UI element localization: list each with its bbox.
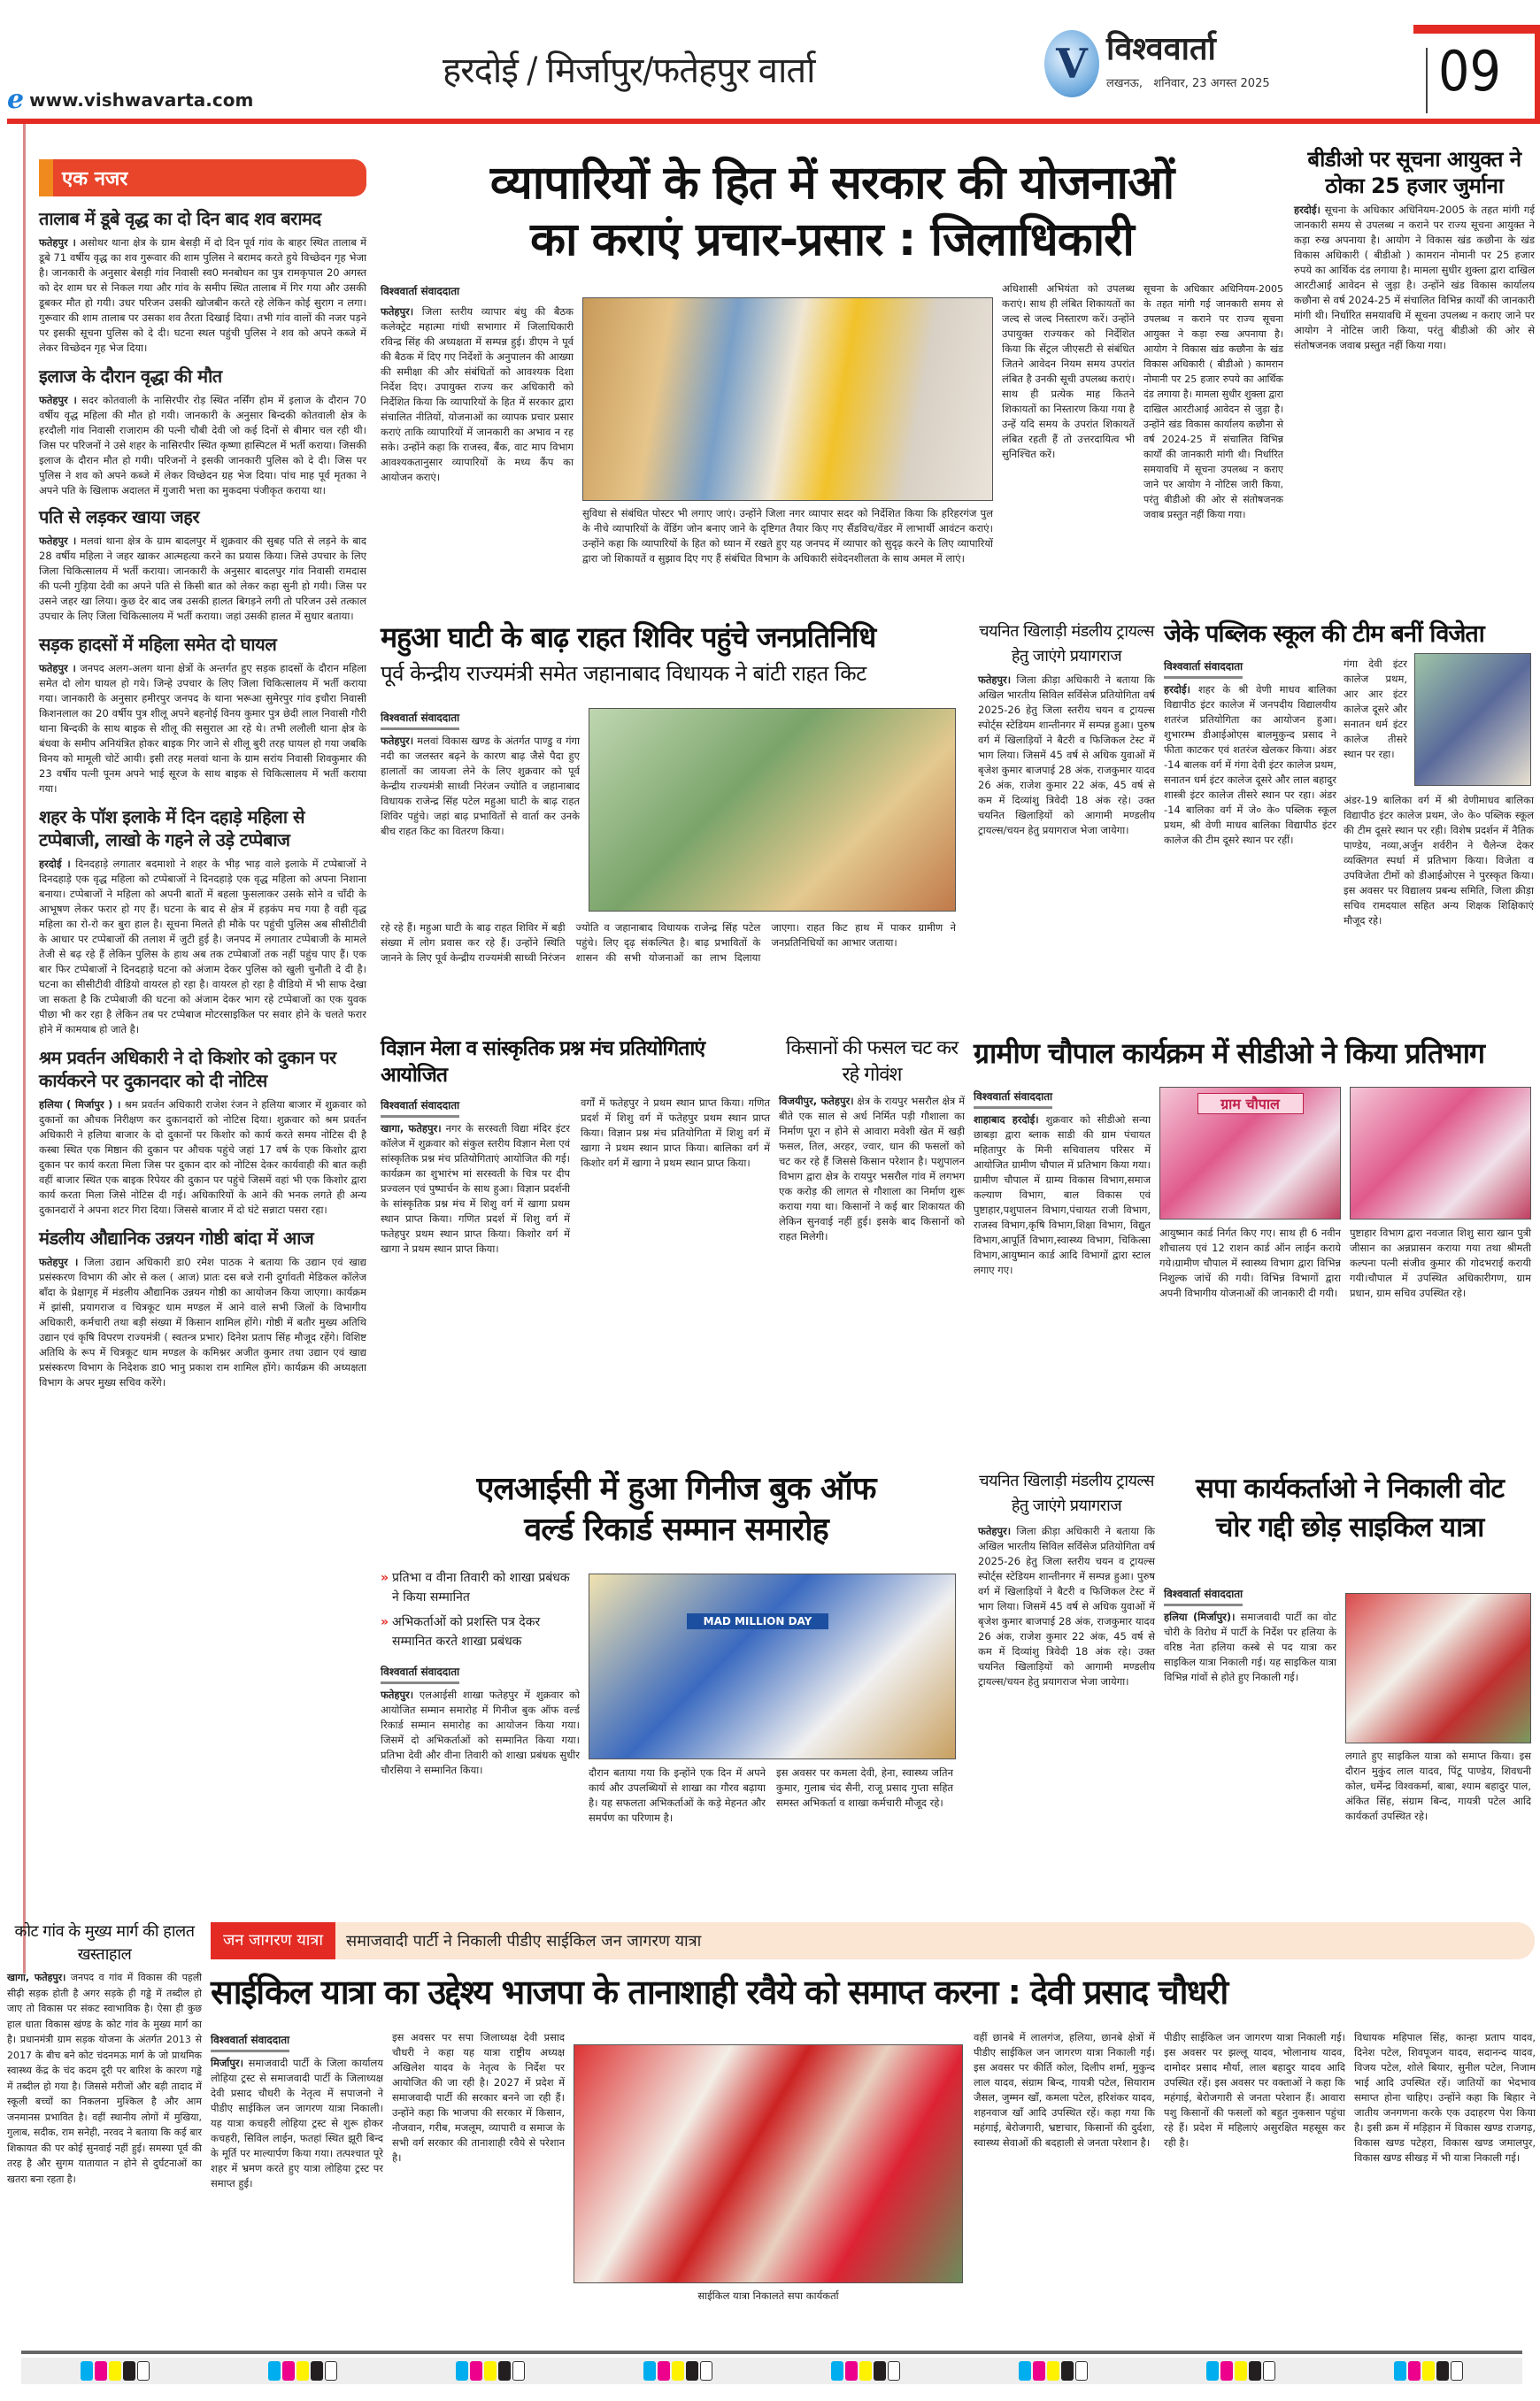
paper-name: विश्ववार्ता xyxy=(1106,31,1216,67)
page-number: 09 xyxy=(1438,39,1501,104)
chayanit-headline: चयनित खिलाड़ी मंडलीय ट्रायल्स हेतु जाएंगे प्रयागराज xyxy=(979,1472,1154,1515)
cmyk-swatch-icon xyxy=(1206,2361,1275,2381)
masthead xyxy=(0,0,1540,124)
jan-jagran-tagbar xyxy=(211,1922,1535,1959)
byline: विश्ववार्ता संवाददाता xyxy=(211,2032,289,2052)
bdo-headline: बीडीओ पर सूचना आयुक्त ने ठोका 25 हजार जुर्माना xyxy=(1307,147,1521,198)
chaupal-photo-crowd xyxy=(1350,1087,1531,1220)
chayanit-story-1: चयनित खिलाड़ी मंडलीय ट्रायल्स हेतु जाएंगे प्रयागराज फतेहपुर। जिला क्रीड़ा अधिकारी ने बताया कि अखिल भारतीय सिविल सर्विसेज प्रतियोगिता वर्ष 2025-26 हेतु जिला स्तरीय चयन व ट्रायल्स स्पोर्ट्स स्टेडियम शान्तीनगर में सम्पन्न हुआ। पुरुष वर्ग में खिलाड़ियों ने बैटरी व फिजिकल टेस्ट में भाग लिया। जिसमें 45 वर्ष से अधिक युवाओं में बृजेश कुमार बाजपाई 28 अंक, राजकुमार यादव 26 अंक, राजेश कुमार 22 अंक, 45 वर्ष से कम में दिव्यांशु त्रिवेदी 18 अंक रहे। उक्त चयनित खिलाड़ियों को आगामी मण्डलीय ट्रायल्स/चयन हेतु प्रयागराज भेजा जायेगा। xyxy=(978,619,1155,838)
kisan-headline: किसानों की फसल चट कर रहे गोवंश xyxy=(785,1037,959,1086)
lic-story: एलआईसी में हुआ गिनीज बुक ऑफ वर्ल्ड रिकार्ड सम्मान समारोह » प्रतिभा व वीना तिवारी को शाखा प्रबंधक ने किया सम्मानित » अभिकर्ताओं को प्रशस्ति पत्र देकर सम्मानित करते शाखा प्रबंधक विश्ववार्ता संवाददाता फतेहपुर। एलआईसी शाखा फतेहपुर में शुक्रवार को आयोजित सम्मान समारोह में गिनीज बुक ऑफ वर्ल्ड रिकार्ड सम्मान समारोह का आयोजन किया गया। जिसमें दो अभिकर्ताओं को सम्मानित किया गया। प्रतिभा देवी और वीना तिवारी को शाखा प्रबंधक सुधीर चौरसिया ने सम्मानित किया। MAD MILLION DAY दौरान बताया गया कि इन्होंने एक दिन में अपने कार्य और उपलब्धियों से शाखा का गौरव बढ़ाया है। यह सफलता अभिकर्ताओं के कड़े मेहनत और समर्पण का परिणाम है। इस अवसर पर कमला देवी, हेना, स्वास्थ्य जतिन कुमार, गुलाब चंद सैनी, राजू प्रसाद गुप्ता सहित समस्त अभिकर्ता व शाखा कर्मचारी मौजूद रहे। xyxy=(381,1469,972,1551)
lead-story xyxy=(381,155,1283,268)
news-headline: पति से लड़कर खाया जहर xyxy=(39,506,200,527)
news-item: तालाब में डूबे वृद्ध का दो दिन बाद शव बरामद फतेहपुर । असोथर थाना क्षेत्र के ग्राम बेसड़ी में दो दिन पूर्व गांव के बाहर स्थित तालाब में डूबे 71 वर्षीय वृद्ध का शव गुरूवार की शाम पुलिस ने बरामद करते हुये विच्छेदन गृह भेजा है। जानकारी के अनुसार बेसड़ी गांव निवासी स्व0 मनबोधन का पुत्र रामकृपाल 20 अगस्त को देर शाम घर से निकल गया और गांव के समीप स्थित तालाब में गिर गया और उसकी डूबकर मौत हो गयी। उधर परिजन उसकी खोजबीन करते रहे लेकिन कोई सुराग न लगा। गुरूवार की शाम तालाब पर उसका शव तैरता दिखाई दिया। तभी गांव वालों की नजर पड़ने पर इसकी सूचना पुलिस को दे दी। घटना स्थल पहुंची पुलिस ने शव को अपने कब्जे में लेकर विच्छेदन गृह भेज दिया। xyxy=(39,208,366,354)
byline: विश्ववार्ता संवाददाता xyxy=(1164,658,1243,679)
chaupal-headline: ग्रामीण चौपाल कार्यक्रम में सीडीओ ने किया प्रतिभाग xyxy=(974,1036,1484,1070)
news-item: सड़क हादसों में महिला समेत दो घायल फतेहपुर । जनपद अलग-अलग थाना क्षेत्रों के अन्तर्गत हुए सड़क हादसों के दौरान महिला समेत दो लोग घायल हो गये। जिन्हे उपचार के लिए जिला चिकित्सालय में भर्ती कराया गया। जानकारी के अनुसार हमीरपुर जनपद के थाना भरूआ सुमेरपुर गांव इचौरा निवासी किशनलाल का 20 वर्षीय पुत्र शीलू अपने बहनोई विनय कुमार पुत्र छेदी लाल निवासी गौरी थाना बिन्दकी के साथ बाइक से शीलू की ससुराल आ रहे थे। तभी ललौली थाना क्षेत्र के बंधवा के समीप अनियंत्रित होकर बाइक गिर जाने से शीलू बुरी तरह घायल हो गया जबकि विनय को मामूली चोटें आयी। इसी तरह मलवां थाना के ग्राम सरांय निवासी शिवकुमार की 23 वर्षीय पत्नी पूनम अपने भाई सूरज के साथ बाइक से चिकित्सालय में भर्ती कराया गया। xyxy=(39,634,366,795)
mahua-headline: महुआ घाटी के बाढ़ राहत शिविर पहुंचे जनप्रतिनिधि xyxy=(381,620,876,654)
logo-v-icon: V xyxy=(1044,30,1099,97)
mahua-subhead: पूर्व केन्द्रीय राज्यमंत्री समेत जहानाबाद विधायक ने बांटी राहत किट xyxy=(381,661,866,686)
gramin-chaupal-story: ग्रामीण चौपाल कार्यक्रम में सीडीओ ने किया प्रतिभाग विश्ववार्ता संवाददाता शाहाबाद हरदोई। शुक्रवार को सीडीओ सन्या छाबड़ा द्वारा ब्लाक साडी की ग्राम पंचायत महितापुर के मिनी सचिवालय परिसर में आयोजित ग्रामीण चौपाल में प्रतिभाग किया गया। ग्रामीण चौपाल में ग्राम्य विकास विभाग,समाज कल्याण विभाग, बाल विकास एवं पुष्टाहार,पशुपालन विभाग,पंचायत राजी विभाग, राजस्व विभाग,कृषि विभाग,शिक्षा विभाग, विद्युत विभाग,आपूर्ति विभाग,स्वास्थ्य विभाग, चिकित्सा विभाग,आयुष्मान कार्ड आदि विभागों द्वारा स्टाल लगाए गए। ग्राम चौपाल आयुष्मान कार्ड निर्गत किए गए। साथ ही 6 नवीन शौचालय एवं 12 राशन कार्ड ऑन लाईन कराये गये।ग्रामीण चौपाल में स्वास्थ्य विभाग द्वारा विभिन्न निशुल्क जांचें की गयी। विभिन्न विभागों द्वारा अपनी विभागीय योजनाओं की जानकारी दी गयी। पुष्टाहार विभाग द्वारा नवजात शिशु सारा खान पुत्री जीसान का अन्नप्रासन कराया गया तथा श्रीमती कल्पना पत्नी संजीव कुमार की गोदभराई करायी गयी।चौपाल में उपस्थित अधिकारीगण, ग्राम प्रधान, ग्राम सचिव उपस्थित रहे। xyxy=(974,1035,1536,1071)
news-headline: श्रम प्रवर्तन अधिकारी ने दो किशोर को दुकान पर कार्यकरने पर दुकानदार को दी नोटिस xyxy=(39,1047,336,1091)
kot-gaon-story: कोट गांव के मुख्य मार्ग की हालत खस्ताहाल खागा, फतेहपुर। जनपद व गांव में विकास की पहली सीढ़ी सड़क होती है अगर सड़के ही गड्ढे में तब्दील हो जाए तो विकास पर संकट स्वाभाविक है। ऐसा ही कुछ हाल धाता विकास खंण्ड के कोट गांव के मुख्य मार्ग का है। प्रधानमंत्री ग्राम सड़क योजना के अंतर्गत 2013 से 2017 के बीच बने कोट चंदनमऊ मार्ग के जो प्राथमिक स्वास्थ्य केंद्र के चंद कदम दूरी पर बारिश के कारण गड्ढे में तब्दील हो गया है। जिससे मरीजों और बड़ी तादाद में स्कूली बच्चों का निकलना मुश्किल है और आम जनमानस प्रभावित है। वहीं स्थानीय लोगों में मुखिया, गुलाब, सदीक, राम सनेही, नरवद ने बताया कि कई बार शिकायत की पर कोई सुनवाई नहीं हुई। समस्या पूर्व की तरह है और सुगम यातायात न होने से दुर्घटनाओं का खतरा बना रहता है। xyxy=(7,1922,203,2185)
news-item: इलाज के दौरान वृद्धा की मौत फतेहपुर । सदर कोतवाली के नासिरपीर रोड़ स्थित नर्सिंग होम में इलाज के दौरान 70 वर्षीय वृद्ध महिला की मौत हो गयी। जानकारी के अनुसार बिन्दकी कोतवाली क्षेत्र के हरदौली गांव निवासी राजाराम की पत्नी चौबी देवी जो कई दिनों से बीमार चल रही थी। जिस पर परिजनों ने उसे शहर के नासिरपीर स्थित कृष्णा हास्पिटल में भर्ती कराया। जिसकी इलाज के दौरान मौत हो गयी। परिजनों ने इसकी जानकारी पुलिस को दे दी। जिस पर पुलिस ने शव को अपने कब्जे में लेकर विच्छेदन ग्रह भेज दिया। पांच माह पूर्व मृतका ने अपने पति के खिलाफ अदालत में गुजारी भत्ता का मुकदमा पंजीकृत कराया था। xyxy=(39,366,366,496)
sapa-vote-story: सपा कार्यकर्ताओ ने निकाली वोट चोर गद्दी छोड़ साइकिल यात्रा विश्ववार्ता संवाददाता हलिया (मिर्जापुर)। समाजवादी पार्टी का वोट चोरी के विरोध में पार्टी के निर्देश पर हलिया के वरिष्ठ नेता हलिया कस्बे से पद यात्रा कर साइकिल यात्रा निकाली गई। यह साइकिल यात्रा विभिन्न गांवों से होते हुए निकाली गई। लगाते हुए साइकिल यात्रा को समाप्त किया। इस दौरान मुकुंद लाल यादव, पिंटू पाण्डेय, शिवधनी कोल, धर्मेन्द्र विश्वकर्मा, बाबा, श्याम बहादुर पाल, अंकित सिंह, संग्राम बिन्द, गायत्री पटेल आदि कार्यकर्ता उपस्थित रहे। xyxy=(1164,1469,1536,1547)
news-item: पति से लड़कर खाया जहर फतेहपुर । मलवां थाना क्षेत्र के ग्राम बादलपुर में शुक्रवार की सुबह पति से लड़ने के बाद 28 वर्षीय महिला ने जहर खाकर आत्महत्या करने का प्रयास किया। जिसे उपचार के लिए जिला चिकित्सालय में भर्ती कराया। जानकारी के अनुसार बादलपुर गांव निवासी रामदास की पत्नी गुड़िया देवी का अपने पति से किसी बात को लेकर कहा सुनी हो गयी। जिस पर उसने जहर खा लिया। कुछ देर बाद जब उसकी हालत बिगड़ने लगी तो परिजन उसे तत्काल उपचार के लिए जिला चिकित्सालय में भर्ती कराया। जहां उसकी हालत में सुधार बताया। xyxy=(39,506,366,622)
bdo-story: बीडीओ पर सूचना आयुक्त ने ठोका 25 हजार जुर्माना हरदोई। सूचना के अधिकार अधिनियम-2005 के तहत मांगी गई जानकारी समय से उपलब्ध न कराने पर राज्य सूचना आयुक्त ने कड़ा रुख अपनाया है। आयोग ने विकास खंड कछौना के खंड विकास अधिकारी ( बीडीओ ) कामरान नोमानी पर 25 हजार रुपये का आर्थिक दंड लगाया है। मामला सुधीर शुक्ला द्वारा दाखिल आरटीआई आवेदन से जुड़ा है। उन्होंने खंड विकास कार्यालय कछौना से वर्ष 2024-25 में संचालित विभिन्न कार्यों की जानकारी मांगी थी। निर्धारित समयावधि में सूचना उपलब्ध न कराए जाने पर आयोग ने नोटिस जारी किया, परंतु बीडीओ की ओर से संतोषजनक जवाब प्रस्तुत नहीं किया गया। xyxy=(1294,147,1535,351)
lic-headline: एलआईसी में हुआ गिनीज बुक ऑफ वर्ल्ड रिकार्ड सम्मान समारोह xyxy=(476,1471,876,1548)
byline: विश्ववार्ता संवाददाता xyxy=(1164,1586,1243,1606)
sapa-headline: सपा कार्यकर्ताओ ने निकाली वोट चोर गद्दी छोड़ साइकिल यात्रा xyxy=(1195,1473,1504,1543)
tag-text: समाजवादी पार्टी ने निकाली पीडीए साईकिल जन जागरण यात्रा xyxy=(346,1932,702,1951)
website-link[interactable]: e www.vishwavarta.com xyxy=(7,84,254,115)
cmyk-swatch-icon xyxy=(831,2361,900,2381)
browser-e-icon: e xyxy=(7,84,25,115)
news-headline: मंडलीय औद्यानिक उन्नयन गोष्ठी बांदा में आज xyxy=(39,1227,314,1249)
lic-photo-ceremony: MAD MILLION DAY xyxy=(589,1574,956,1759)
lead-headline: व्यापारियों के हित में सरकार की योजनाओं का कराएं प्रचार-प्रसार : जिलाधिकारी xyxy=(489,157,1174,266)
left-column-border xyxy=(23,124,26,1974)
jk-headline: जेके पब्लिक स्कूल की टीम बनीं विजेता xyxy=(1164,620,1484,648)
page-number-box xyxy=(1413,25,1540,119)
byline: विश्ववार्ता संवाददाता xyxy=(381,285,460,297)
cmyk-swatch-icon xyxy=(643,2361,712,2381)
footer-rule xyxy=(21,2351,1522,2354)
news-headline: सड़क हादसों में महिला समेत दो घायल xyxy=(39,634,277,655)
print-registration-marks xyxy=(21,2358,1522,2384)
news-item: मंडलीय औद्यानिक उन्नयन गोष्ठी बांदा में आज फतेहपुर । जिला उद्यान अधिकारी डा0 रमेश पाठक ने बताया कि उद्यान एवं खाद्य प्रसंस्करण विभाग की ओर से कल ( आज) प्रातः दस बजे रानी दुर्गावती मेडिकल कॉलेज बाँदा के प्रेक्षागृह में मंडलीय औद्यानिक उन्नयन गोष्ठी का आयोजन किया जाएगा। कार्यक्रम में झांसी, प्रयागराज व चित्रकूट धाम मण्डल में आने वाले सभी जिलों के विभागीय अधिकारी, कर्मचारी तथा बड़ी संख्या में किसान शामिल होंगे। गोष्ठी में बतौर मुख्य अतिथि उद्यान एवं कृषि विपरण राज्यमंत्री ( स्वतन्त्र प्रभार) दिनेश प्रताप सिंह मौजूद रहेंगे। विशिष्ट अतिथि के रूप में चित्रकूट धाम मण्डल के कमिश्नर अजीत कुमार तथा उद्यान एवं खाद्य प्रसंस्करण विभाग के निदेशक डा0 भानु प्रकाश राम शामिल होंगे। कार्यक्रम की अध्यक्षता विभाग के अपर मुख्य सचिव करेंगे। xyxy=(39,1227,366,1389)
news-headline: तालाब में डूबे वृद्ध का दो दिन बाद शव बरामद xyxy=(39,208,321,229)
lic-bullet: » अभिकर्ताओं को प्रशस्ति पत्र देकर सम्मानित करते शाखा प्रबंधक xyxy=(381,1612,580,1651)
cmyk-swatch-icon xyxy=(268,2361,337,2381)
chaupal-photo-stage: ग्राम चौपाल xyxy=(1159,1087,1341,1220)
jk-school-story: जेके पब्लिक स्कूल की टीम बनीं विजेता विश्ववार्ता संवाददाता हरदोई। शहर के श्री वेणी माधव बालिका विद्यापीठ इंटर कालेज में जनपदीय विद्यालयीय शतरंज प्रतियोगिता का आयोजन हुआ। शुभारम्भ डीआईओएस बालमुकुन्द प्रसाद ने फीता काटकर एवं शतरंज खेलकर किया। अंडर -14 बालक वर्ग में गंगा देवी इंटर कालेज प्रथम, सनातन धर्म इंटर कालेज दूसरे और लाल बहादुर शास्त्री इंटर कालेज तीसरे स्थान पर रहा। अंडर -14 बालिका वर्ग में जे० के० पब्लिक स्कूल प्रथम, श्री वेणी माधव बालिका विद्यापीठ इंटर कालेज की टीम दूसरे स्थान पर रहीं। गंगा देवी इंटर कालेज प्रथम, आर आर इंटर कालेज दूसरे और सनातन धर्म इंटर कालेज तीसरे स्थान पर रहा। अंडर-19 बालिका वर्ग में श्री वेणीमाधव बालिका विद्यापीठ इंटर कालेज प्रथम, जे० के० पब्लिक स्कूल की टीम दूसरे स्थान पर रही। विशेष प्रदर्शन में नैतिक पाण्डेय, नव्या,अर्जुन शर्वरीन ने चैलेन्ज देकर व्यक्तिगत स्पर्धा में प्रतिभाग किया। विजेता व उपविजेता टीमों को डीआईओएस ने पुरस्कृत किया। इस अवसर पर विद्यालय प्रबन्ध समिति, जिला क्रीड़ा सचिव रामदयाल सहित अन्य शिक्षक शिक्षिकाएं मौजूद रहे। xyxy=(1164,620,1534,927)
chayanit-story-2: चयनित खिलाड़ी मंडलीय ट्रायल्स हेतु जाएंगे प्रयागराज फतेहपुर। जिला क्रीड़ा अधिकारी ने बताया कि अखिल भारतीय सिविल सर्विसेज प्रतियोगिता वर्ष 2025-26 हेतु जिला स्तरीय चयन व ट्रायल्स स्पोर्ट्स स्टेडियम शान्तीनगर में सम्पन्न हुआ। पुरुष वर्ग में खिलाड़ियों ने बैटरी व फिजिकल टेस्ट में भाग लिया। जिसमें 45 वर्ष से अधिक युवाओं में बृजेश कुमार बाजपाई 28 अंक, राजकुमार यादव 26 अंक, राजेश कुमार 22 अंक, 45 वर्ष से कम में दिव्यांशु त्रिवेदी 18 अंक रहे। उक्त चयनित खिलाड़ियों को आगामी मण्डलीय ट्रायल्स/चयन हेतु प्रयागराज भेजा जायेगा। xyxy=(978,1469,1155,1689)
cmyk-swatch-icon xyxy=(81,2361,150,2381)
paper-logo xyxy=(1044,30,1270,97)
tag-label: जन जागरण यात्रा xyxy=(211,1922,335,1959)
byline: विश्ववार्ता संवाददाता xyxy=(974,1089,1052,1109)
jan-jagran-body: विश्ववार्ता संवाददाता मिर्जापुर। समाजवादी पार्टी के जिला कार्यालय लोहिया ट्रस्ट से समाजवादी पार्टी के जिलाध्यक्ष देवी प्रसाद चौधरी के नेतृत्व में सपाजनो ने पीडीए साईकिल जन जागरण यात्रा निकाली। यह यात्रा कचहरी लोहिया ट्रस्ट से शुरू होकर कचहरी, सिविल लाईन, फतहां स्थित झूरी बिन्द के मूर्ति पर माल्यार्पण किया गया। तत्पश्चात पूरे शहर में भ्रमण करते हुए यात्रा लोहिया ट्रस्ट पर समाप्त हुई। इस अवसर पर सपा जिलाध्यक्ष देवी प्रसाद चौधरी ने कहा यह यात्रा राष्ट्रीय अध्यक्ष अखिलेश यादव के नेतृत्व के निर्देश पर आयोजित की जा रही है। 2027 में प्रदेश में समाजवादी पार्टी की सरकार बनने जा रही हैं। उन्होंने कहा कि भाजपा की सरकार में किसान, नौजवान, गरीब, मजलूम, व्यापारी व समाज के सभी वर्ग सरकार की तानाशाही रवैये से परेशान है। साईकिल यात्रा निकालते सपा कार्यकर्ता वहीं छानबे में लालगंज, हलिया, छानबे क्षेत्रों में पीडीए साईकिल जन जागरण यात्रा निकाली गई। इस अवसर पर कीर्ति कोल, दिलीप शर्मा, मुकुन्द लाल यादव, संग्राम बिन्द, गायत्री पटेल, सियाराम जैसल, जुम्मन खाँ, कमला पटेल, हरिशंकर यादव, शहनवाज खाँ आदि उपस्थित रहें। कहा गया कि महंगाई, बेरोजगारी, भ्रष्टाचार, किसानों की दुर्दशा, स्वास्थ्य सेवाओं की बदहाली से जनता परेशान है। पीडीए साईकिल जन जागरण यात्रा निकाली गई। इस अवसर पर झल्लू यादव, भोलानाथ यादव, दामोदर प्रसाद मौर्या, लाल बहादुर यादव आदि उपस्थित रहें। इस अवसर पर वक्ताओं ने कहा कि महंगाई, बेरोजगारी से जनता परेशान हैं। आवारा पशु किसानों की फसलों को बहुत नुकसान पहुंचा रहे हैं। प्रदेश में महिलाएं असुरक्षित महसूस कर रही है। विधायक महिपाल सिंह, कान्हा प्रताप यादव, दिनेश पटेल, शिवपूजन यादव, सदानन्द यादव, विजय पटेल, शोले बियार, सुनील पटेल, निजाम भाई आदि उपस्थित रहें। जातियों का भेदभाव समाप्त होना चाहिए। उन्होंने कहा कि बिहार ने जातीय जनगणना करके एक उदाहरण पेश किया है। इसी क्रम में मड़िहान में विकास खण्ड राजगढ़, विकास खण्ड पटेहरा, विकास खण्ड जमालपुर, विकास खण्ड सीखड़ में भी यात्रा निकाली गई। xyxy=(211,2031,1536,2302)
news-headline: शहर के पॉश इलाके में दिन दहाड़े महिला से टप्पेबाजी, लाखो के गहने ले उड़े टप्पेबाज xyxy=(39,806,305,850)
vigyan-mela-story: विज्ञान मेला व सांस्कृतिक प्रश्न मंच प्रतियोगिताएं आयोजित विश्ववार्ता संवाददाता खागा, फतेहपुर। नगर के सरस्वती विद्या मंदिर इंटर कॉलेज में शुक्रवार को संकुल स्तरीय विज्ञान मेला एवं सांस्कृतिक प्रश्न मंच प्रतियोगिताएं आयोजित की गई। कार्यक्रम का शुभारंभ मां सरस्वती के चित्र पर दीप प्रज्वलन एवं पुष्पार्चन के साथ हुआ। विज्ञान प्रदर्शनी के सांस्कृतिक प्रश्न मंच में शिशु वर्ग में खागा प्रथम स्थान प्राप्त किया। गणित प्रदर्श में शिशु वर्ग में फतेहपुर प्रथम स्थान प्राप्त किया। किशोर वर्ग में खागा ने प्रथम स्थान प्राप्त किया। वर्गों में फतेहपुर ने प्रथम स्थान प्राप्त किया। गणित प्रदर्श में शिशु वर्ग में फतेहपुर प्रथम स्थान प्राप्त किया। विज्ञान प्रश्न मंच प्रतियोगिता में शिशु वर्ग में खागा ने प्रथम स्थान प्राप्त किया। बालिका वर्ग में किशोर वर्ग में खागा ने प्रथम स्थान प्राप्त किया। xyxy=(381,1037,770,1255)
dateline: लखनऊ, शनिवार, 23 अगस्त 2025 xyxy=(1106,77,1270,90)
jk-photo-award xyxy=(1414,653,1531,786)
cmyk-swatch-icon xyxy=(456,2361,525,2381)
chayanit-headline: चयनित खिलाड़ी मंडलीय ट्रायल्स हेतु जाएंगे प्रयागराज xyxy=(979,622,1154,666)
ek-nazar-label-bar: एक नजर xyxy=(39,159,366,196)
double-chevron-icon: » xyxy=(381,1615,389,1629)
mahua-photo-relief-camp xyxy=(589,708,956,912)
byline: विश्ववार्ता संवाददाता xyxy=(381,710,459,730)
news-item: शहर के पॉश इलाके में दिन दहाड़े महिला से टप्पेबाजी, लाखो के गहने ले उड़े टप्पेबाज हरदोई । दिनदहाड़े लगातार बदमाशो ने शहर के भीड़ भाड़ वाले इलाके में टप्पेबाजों ने दिनदहाड़े एक वृद्ध महिला को टप्पेबाजों ने दिनदहाड़े एक वृद्ध महिला को अपना निशाना बनाया। टप्पेबाजों ने महिला को अपनी बातों में बहला फुसलाकर उसके सोने व चाँदी के आभूषण लेकर फरार हो गए हैं। घटना के बाद से क्षेत्र में हड़कंप मच गया है वही वृद्ध महिला का रो-रो कर बुरा हाल है। सूचना मिलते ही मौके पर पहुंची पुलिस अब सीसीटीवी के आधार पर टप्पेबाजों की तलाश में जुटी हुई है। जनपद में लगातार टप्पेबाजी के मामले तेजी से बढ़ रहे हैं लेकिन पुलिस के हाथ अब तक टप्पेबाजों तक नहीं पहुंच पाए हैं। एक बार फिर टप्पेबाजों ने दिनदहाड़े घटना को अंजाम देकर पुलिस को खुली चुनौती दे दी है। घटना का सीसीटीवी वीडियो वायरल हो रहा है। वायरल हो रहा है वीडियो में भी साफ देखा जा सकता है कि टप्पेबाजी की घटना को अंजाम देकर भाग रहे टप्पेबाजों का एक युवक पीछा भी कर रहा है लेकिन तब पर टप्पेबाज मोटरसाइकिल पर सवार होने के चलते फरार होने में कामयाब हो जाते है। xyxy=(39,806,367,1035)
lead-photo-meeting xyxy=(582,297,993,501)
sapa-photo-rally xyxy=(1345,1593,1531,1743)
news-item: श्रम प्रवर्तन अधिकारी ने दो किशोर को दुकान पर कार्यकरने पर दुकानदार को दी नोटिस हलिया ( मिर्जापुर ) । श्रम प्रवर्तन अधिकारी राजेश रंजन ने हलिया बाजार में शुक्रवार को दुकानों का औचक निरीक्षण कर दुकानदारों को नोटिस दिया। शुक्रवार को श्रम प्रवर्तन अधिकारी ने हलिया बाजार के दो दुकानों पर किशोर को कार्य करते समय नोटिस दी है कस्बा स्थित एक मिष्ठान की दुकान पर औचक पहुंचे जहां 17 वर्ष के एक किशोर द्वारा दुकान पर कार्य करता मिला जिस पर दुकान दार को नोटिस देकर कार्यवाही की बात कही वहीं बाजार स्थित एक बाइक रिपेयर की दुकान पर पहुंचे जिसमें वहां भी एक किशोर द्वारा कार्य करता मिला जिसे नोटिस दी गई। अधिकारियों के आने की भनक लगते ही अन्य दुकानदारों ने अपना शटर गिरा दिया। जिससे बाजार में दो घंटे सन्नाटा पसरा रहा। xyxy=(39,1047,366,1216)
mahua-story: महुआ घाटी के बाढ़ राहत शिविर पहुंचे जनप्रतिनिधि पूर्व केन्द्रीय राज्यमंत्री समेत जहानाबाद विधायक ने बांटी राहत किट विश्ववार्ता संवाददाता फतेहपुर। मलवां विकास खण्ड के अंतर्गत पाण्डु व गंगा नदी का जलस्तर बढ़ने के कारण बाढ़ जैसे पैदा हुए हालातों का जायजा लेने के लिए शुक्रवार को पूर्व केन्द्रीय राज्यमंत्री साध्वी निरंजन ज्योति व जहानाबाद विधायक राजेन्द्र सिंह पटेल महुआ घाटी के बाढ़ राहत शिविर पहुंचे। जहां बाढ़ प्रभावितों से वार्ता कर उनके बीच राहत किट का वितरण किया। रहे रहे हैं। महुआ घाटी के बाढ़ राहत शिविर में बड़ी संख्या में लोग प्रवास कर रहे हैं। उन्होंने स्थिति जानने के लिए पूर्व केन्द्रीय राज्यमंत्री साध्वी निरंजन ज्योति व जहानाबाद विधायक राजेन्द्र सिंह पटेल पहुंचे। लिए दृढ़ संकल्पित है। बाढ़ प्रभावितों के शासन की सभी योजनाओं का लाभ दिलाया जाएगा। राहत किट हाथ में पाकर ग्रामीण ने जनप्रतिनिधियों का आभार जताया। xyxy=(381,619,972,991)
section-title: हरदोई / मिर्जापुर/फतेहपुर वार्ता xyxy=(443,50,815,91)
masthead-rule xyxy=(7,119,1540,124)
cmyk-swatch-icon xyxy=(1019,2361,1088,2381)
kot-headline: कोट गांव के मुख्य मार्ग की हालत खस्ताहाल xyxy=(14,1922,195,1964)
ek-nazar-column xyxy=(39,159,366,1390)
jan-jagran-headline: साईकिल यात्रा का उद्देश्य भाजपा के तानाशाही रवैये को समाप्त करना : देवी प्रसाद चौधरी xyxy=(211,1973,1228,2012)
news-headline: इलाज के दौरान वृद्धा की मौत xyxy=(39,366,222,387)
kisan-story: किसानों की फसल चट कर रहे गोवंश विजयीपुर, फतेहपुर। क्षेत्र के रायपुर भसरौल क्षेत्र में बीते एक साल से अर्ध निर्मित पड़ी गौशाला का निर्माण पूरा न होने से आवारा मवेशी खेत में खड़ी फसल, तिल, अरहर, ज्वार, धान की फसलों को चट कर रहे हैं जिससे किसान परेशान है। पशुपालन विभाग द्वारा क्षेत्र के रायपुर भसरौल गांव में लगभग एक करोड़ की लागत से गौशाला का निर्माण शुरू कराया गया था। किसानों ने कई बार शिकायत की लेकिन सुनवाई नहीं हुई। इसके बाद किसानों को राहत मिलेगी। xyxy=(779,1037,965,1243)
byline: विश्ववार्ता संवाददाता xyxy=(381,1664,459,1684)
cmyk-swatch-icon xyxy=(1394,2361,1463,2381)
double-chevron-icon: » xyxy=(381,1571,389,1585)
jan-jagran-photo-rally xyxy=(574,2044,963,2283)
vigyan-headline: विज्ञान मेला व सांस्कृतिक प्रश्न मंच प्रतियोगिताएं आयोजित xyxy=(381,1037,705,1087)
byline: विश्ववार्ता संवाददाता xyxy=(381,1097,459,1118)
lead-story-body: विश्ववार्ता संवाददाता फतेहपुर। जिला स्तरीय व्यापार बंधु की बैठक कलेक्ट्रेट महात्मा गांधी सभागार में जिलाधिकारी रविन्द्र सिंह की अध्यक्षता में सम्पन्न हुई। डीएम ने पूर्व की बैठक में दिए गए निर्देशों के अनुपालन की आख्या की समीक्षा की और संबंधितों को आवश्यक दिशा निर्देश दिए। उपायुक्त राज्य कर अधिकारी को निर्देशित किया कि व्यापारियों के हित में सरकार द्वारा संचालित नीतियों, योजनाओं का व्यापक प्रचार प्रसार कराएं ताकि व्यापारियों में जानकारी का अभाव न रह सके। उन्होंने कहा कि राजस्व, बैंक, वाट माप विभाग आवश्यकतानुसार व्यापारियों के मध्य कैंप का आयोजन कराएं। सुविधा से संबंधित पोस्टर भी लगाए जाएं। उन्होंने जिला नगर व्यापार सदर को निर्देशित किया कि हरिहरगंज पुल के नीचे व्यापारियों के वेंडिंग जोन बनाए जाने के दृष्टिगत तैयार किए गए सैंडविच/वेंडर में लाभार्थी आवंटन कराएं। उन्होंने कहा कि व्यापारियों के हित को ध्यान में रखते हुए यह जनपद में व्यापार को सुदृढ़ करने के लिए व्यापारियों द्वारा जो शिकायतें व सुझाव दिए गए हैं संबंधित विभाग के अधिकारी संवेदनशीलता के साथ अमल में लाएं। अधिशासी अभियंता को उपलब्ध कराएं। साथ ही लंबित शिकायतों का जल्द से जल्द निस्तारण करें। उन्होंने उपायुक्त राज्यकर को निर्देशित किया कि सेंट्रल जीएसटी से संबंधित जितने आवेदन नियम समय उपरांत लंबित है उनकी सूची उपलब्ध कराएं। साथ ही प्रत्येक माह कितने शिकायतों का निस्तारण किया गया है उन्हें यदि समय के उपरांत शिकायतें लंबित रहती हैं तो उत्तरदायित्व भी सुनिश्चित करें। सूचना के अधिकार अधिनियम-2005 के तहत मांगी गई जानकारी समय से उपलब्ध न कराने पर राज्य सूचना आयुक्त ने कड़ा रुख अपनाया है। आयोग ने विकास खंड कछौना के खंड विकास अधिकारी ( बीडीओ ) कामरान नोमानी पर 25 हजार रुपये का आर्थिक दंड लगाया है। मामला सुधीर शुक्ला द्वारा दाखिल आरटीआई आवेदन से जुड़ा है। उन्होंने खंड विकास कार्यालय कछौना से वर्ष 2024-25 में संचालित विभिन्न कार्यों की जानकारी मांगी थी। निर्धारित समयावधि में सूचना उपलब्ध न कराए जाने पर आयोग ने नोटिस जारी किया, परंतु बीडीओ की ओर से संतोषजनक जवाब प्रस्तुत नहीं किया गया। xyxy=(381,282,1283,565)
lic-bullet: » प्रतिभा व वीना तिवारी को शाखा प्रबंधक ने किया सम्मानित xyxy=(381,1568,580,1607)
